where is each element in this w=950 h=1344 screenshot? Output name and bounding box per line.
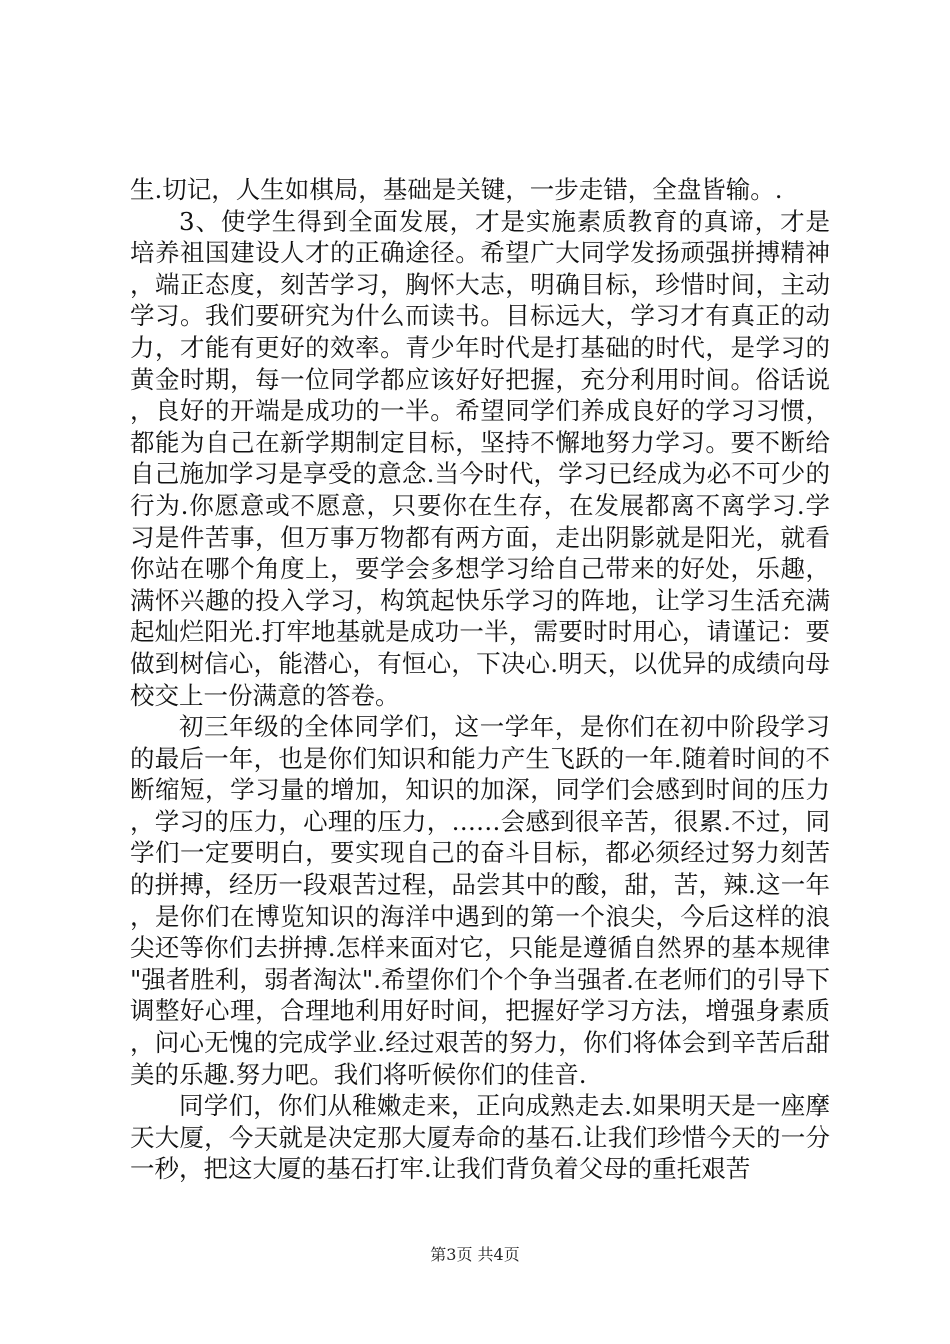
paragraph-1: 生.切记，人生如棋局，基础是关键，一步走错，全盘皆输。. xyxy=(130,175,783,204)
paragraph-3: 初三年级的全体同学们，这一学年，是你们在初中阶段学习的最后一年，也是你们知识和能力产生飞跃的一年.随着时间的不断缩短，学习量的增加，知识的加深，同学们会感到时间的压力，学习的压力，心理的压力，……会感到很辛苦，很累.不过，同学们一定要明白，要实现自己的奋斗目标，都必须经过努力刻苦的拼搏，经历一段艰苦过程，品尝其中的酸，甜，苦，辣.这一年，是你们在博览知识的海洋中遇到的第一个浪尖，今后这样的浪尖还等你们去拼搏.怎样来面对它，只能是遵循自然界的基本规律"强者胜利，弱者淘汰".希望你们个个争当强者.在老师们的引导下调整好心理，合理地利用好时间，把握好学习方法，增强身素质，问心无愧的完成学业.经过艰苦的努力，你们将体会到辛苦后甜美的乐趣.努力吧。我们将听候你们的佳音. xyxy=(130,712,830,1089)
paragraph-2: 3、使学生得到全面发展，才是实施素质教育的真谛，才是培养祖国建设人才的正确途径。希望广大同学发扬顽强拼搏精神，端正态度，刻苦学习，胸怀大志，明确目标，珍惜时间，主动学习。我们要研究为什么而读书。目标远大，学习才有真正的动力，才能有更好的效率。青少年时代是打基础的时代，是学习的黄金时期，每一位同学都应该好好把握，充分利用时间。俗话说，良好的开端是成功的一半。希望同学们养成良好的学习习惯，都能为自己在新学期制定目标，坚持不懈地努力学习。要不断给自己施加学习是享受的意念.当今时代，学习已经成为必不可少的行为.你愿意或不愿意，只要你在生存，在发展都离不离学习.学习是件苦事，但万事万物都有两方面，走出阴影就是阳光，就看你站在哪个角度上，要学会多想学习给自己带来的好处，乐趣，满怀兴趣的投入学习，构筑起快乐学习的阵地，让学习生活充满起灿烂阳光.打牢地基就是成功一半，需要时时用心，请谨记：要做到树信心，能潜心，有恒心，下决心.明天，以优异的成绩向母校交上一份满意的答卷。 xyxy=(130,206,830,710)
page-footer: 第3页 共4页 xyxy=(430,1245,520,1264)
paragraph-4: 同学们，你们从稚嫩走来，正向成熟走去.如果明天是一座摩天大厦，今天就是决定那大厦寿命的基石.让我们珍惜今天的一分一秒，把这大厦的基石打牢.让我们背负着父母的重托艰苦 xyxy=(130,1091,830,1184)
document-body xyxy=(130,174,830,1185)
